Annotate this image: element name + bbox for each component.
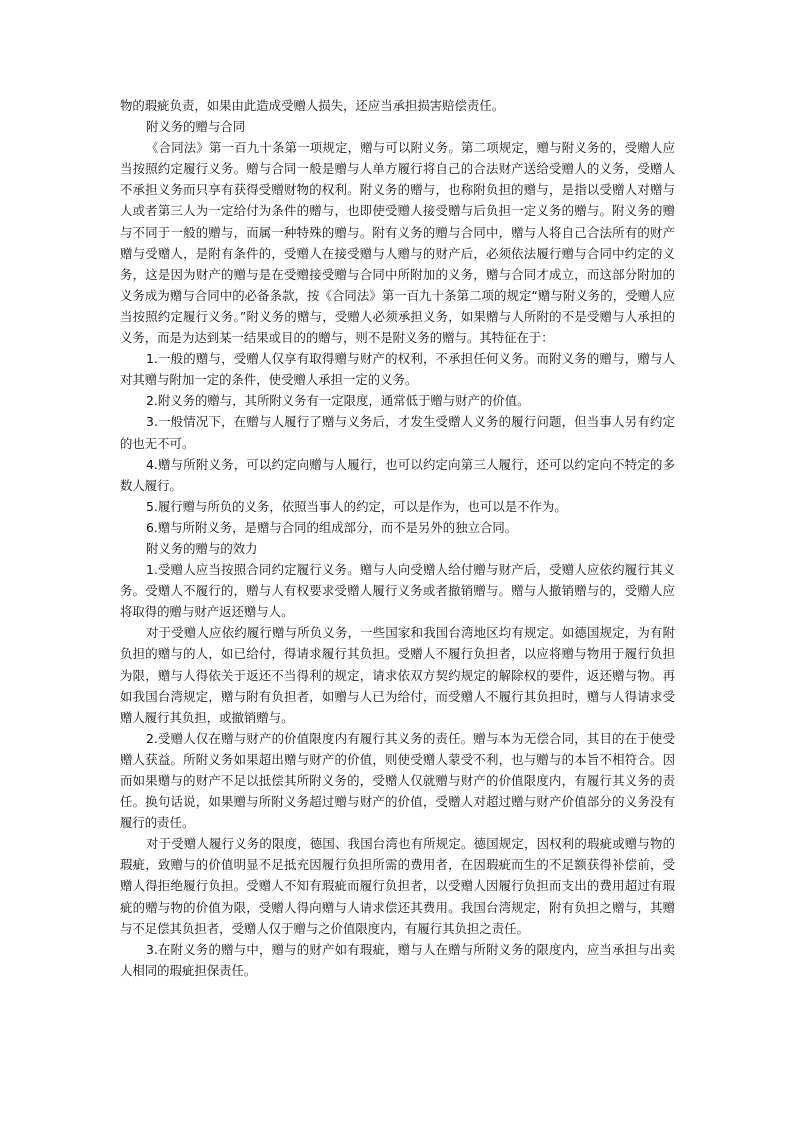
feature-item-1: 1.一般的赠与，受赠人仅享有取得赠与财产的权利，不承担任何义务。而附义务的赠与，赠与人对其赠与附加一定的条件，使受赠人承担一定的义务。 — [120, 351, 675, 388]
feature-item-3: 3.一般情况下，在赠与人履行了赠与义务后，才发生受赠人义务的履行问题，但当事人另有约定的也无不可。 — [120, 414, 675, 451]
effect-item-3: 3.在附义务的赠与中，赠与的财产如有瑕疵，赠与人在赠与所附义务的限度内，应当承担与出卖人相同的瑕疵担保责任。 — [120, 941, 675, 978]
feature-item-4: 4.赠与所附义务，可以约定向赠与人履行，也可以约定向第三人履行，还可以约定向不特定的多数人履行。 — [120, 456, 675, 493]
feature-item-6: 6.赠与所附义务，是赠与合同的组成部分，而不是另外的独立合同。 — [146, 519, 518, 535]
paragraph-continuation: 物的瑕疵负责，如果由此造成受赠人损失，还应当承担损害赔偿责任。 — [120, 98, 505, 113]
section-heading-conditional-gift-contract: 附义务的赠与合同 — [146, 119, 246, 135]
feature-item-5: 5.履行赠与所负的义务，依照当事人的约定，可以是作为，也可以是不作为。 — [146, 498, 567, 514]
paragraph-foreign-law-1: 对于受赠人应依约履行赠与所负义务，一些国家和我国台湾地区均有规定。如德国规定，为有附负担的赠与的人，如已给付，得请求履行其负担。受赠人不履行负担者，以应将赠与物用于履行负担为限，赠与人得依关于返还不当得利的规定，请求依双方契约规定的解除权的要件，返还赠与物。再如我国台湾规定，赠与附有负担者，如赠与人已为给付，而受赠人不履行其负担时，赠与人得请求受赠人履行其负担，或撤销赠与。 — [120, 625, 675, 725]
feature-item-2: 2.附义务的赠与，其所附义务有一定限度，通常低于赠与财产的价值。 — [146, 393, 530, 409]
document-body — [120, 95, 675, 981]
effect-item-2: 2.受赠人仅在赠与财产的价值限度内有履行其义务的责任。赠与本为无偿合同，其目的在于使受赠人获益。所附义务如果超出赠与财产的价值，则使受赠人蒙受不利，也与赠与的本旨不相符合。因而如果赠与的财产不足以抵偿其所附义务的，受赠人仅就赠与财产的价值限度内，有履行其义务的责任。换句话说，如果赠与所附义务超过赠与财产的价值，受赠人对超过赠与财产价值部分的义务没有履行的责任。 — [120, 730, 675, 831]
section-heading-effect: 附义务的赠与的效力 — [146, 540, 258, 556]
paragraph-foreign-law-2: 对于受赠人履行义务的限度，德国、我国台湾也有所规定。德国规定，因权利的瑕疵或赠与物的瑕疵，致赠与的价值明显不足抵充因履行负担所需的费用者，在因瑕疵而生的不足额获得补偿前，受赠人得拒绝履行负担。受赠人不知有瑕疵而履行负担者，以受赠人因履行负担而支出的费用超过有瑕疵的赠与物的价值为限，受赠人得向赠与人请求偿还其费用。我国台湾规定，附有负担之赠与，其赠与不足偿其负担者，受赠人仅于赠与之价值限度内，有履行其负担之责任。 — [120, 836, 675, 936]
effect-item-1: 1.受赠人应当按照合同约定履行义务。赠与人向受赠人给付赠与财产后，受赠人应依约履行其义务。受赠人不履行的，赠与人有权要求受赠人履行义务或者撤销赠与。赠与人撤销赠与的，受赠人应将取得的赠与财产返还赠与人。 — [120, 562, 675, 620]
paragraph-contract-law-article: 《合同法》第一百九十条第一项规定，赠与可以附义务。第二项规定，赠与附义务的，受赠人应当按照约定履行义务。赠与合同一般是赠与人单方履行将自己的合法财产送给受赠人的义务，受赠人不承担义务而只享有获得受赠财物的权利。附义务的赠与，也称附负担的赠与，是指以受赠人对赠与人或者第三人为一定给付为条件的赠与，也即使受赠人接受赠与后负担一定义务的赠与。附义务的赠与不同于一般的赠与，而属一种特殊的赠与。附有义务的赠与合同中，赠与人将自己合法所有的财产赠与受赠人，是附有条件的，受赠人在接受赠与人赠与的财产后，必须依法履行赠与合同中约定的义务，这是因为财产的赠与是在受赠接受赠与合同中所附加的义务，赠与合同才成立，而这部分附加的义务成为赠与合同中的必备条款，按《合同法》第一百九十条第二项的规定“赠与附义务的，受赠人应当按照约定履行义务。”附义务的赠与，受赠人必须承担义务，如果赠与人所附的不是受赠与人承担的义务，而是为达到某一结果或目的的赠与，则不是附义务的赠与。其特征在于： — [120, 140, 675, 346]
